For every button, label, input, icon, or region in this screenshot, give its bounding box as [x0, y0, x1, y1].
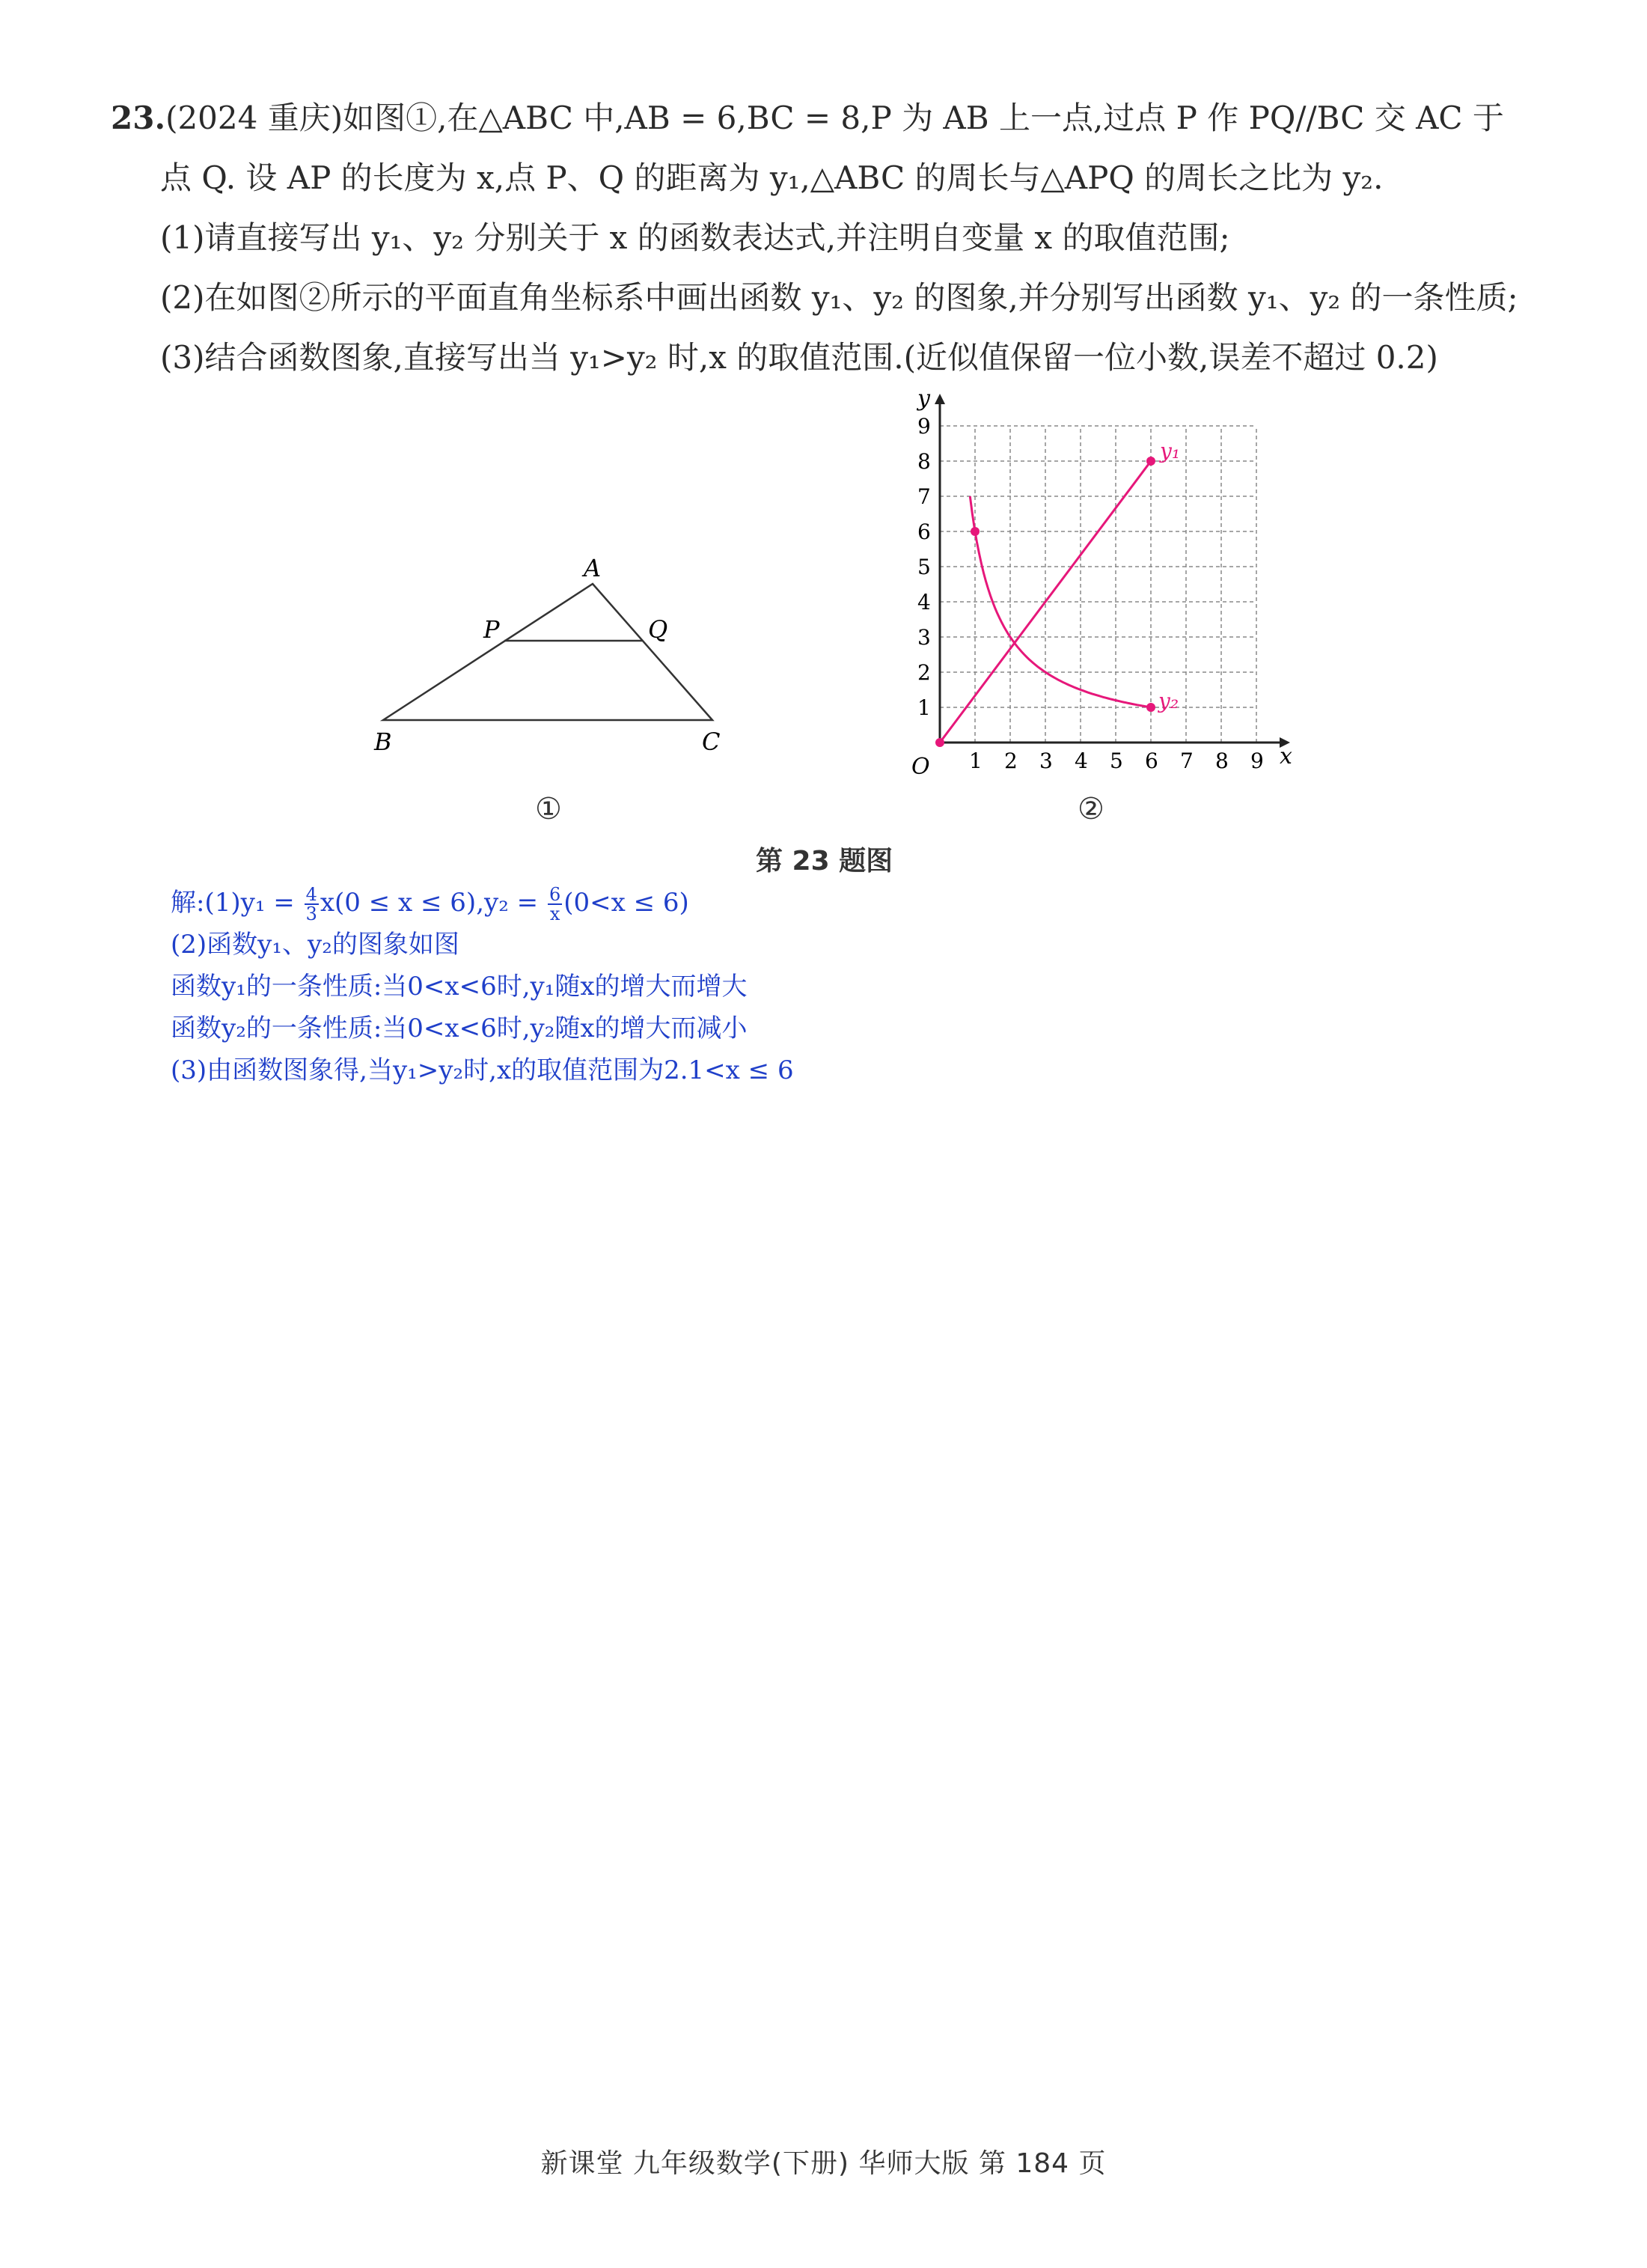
label-p: P [483, 615, 500, 644]
y-tick-label: 3 [917, 625, 931, 650]
x-tick-label: 8 [1215, 749, 1229, 773]
figure2-label: ② [1078, 792, 1104, 826]
problem-line-2: 点 Q. 设 AP 的长度为 x,点 P、Q 的距离为 y₁,△ABC 的周长与△APQ 的周长之比为 y₂. [160, 159, 1384, 196]
fraction-6-x: $\frac{6}{x}$ [549, 884, 561, 924]
x-tick-labels [969, 749, 1264, 773]
label-a: A [584, 554, 602, 582]
data-point [1146, 703, 1155, 712]
solution-line-2: (2)函数y₁、y₂的图象如图 [171, 930, 459, 960]
y-axis-label: y [917, 385, 930, 412]
solution-text [171, 882, 1293, 1091]
problem-part-3: (3)结合函数图象,直接写出当 y₁>y₂ 时,x 的取值范围.(近似值保留一位小数,误差不超过 0.2) [160, 339, 1438, 376]
data-point [935, 738, 944, 747]
y-tick-labels [917, 414, 931, 720]
label-c: C [702, 728, 721, 756]
figure-caption: 第 23 题图 [756, 846, 893, 877]
y-tick-label: 5 [917, 555, 931, 579]
series-y1-label: y₁ [1160, 439, 1181, 463]
x-tick-label: 7 [1180, 749, 1194, 773]
solution-line-4: 函数y₂的一条性质:当0<x<6时,y₂随x的增大而减小 [171, 1013, 748, 1043]
fraction-4-3: $\frac{4}{3}$ [305, 884, 317, 924]
x-tick-label: 1 [969, 749, 983, 773]
problem-number: 23. [111, 100, 166, 136]
y-axis-arrow-icon [935, 394, 945, 404]
origin-label: O [911, 754, 930, 780]
problem-line-1: 23.(2024 重庆)如图①,在△ABC 中,AB = 6,BC = 8,P 为 AB 上一点,过点 P 作 PQ//BC 交 AC 于 [111, 100, 1504, 136]
problem-text [111, 88, 1533, 388]
series-y2-label: y₂ [1158, 689, 1179, 713]
x-tick-label: 4 [1075, 749, 1088, 773]
triangle-abc [383, 584, 712, 720]
label-b: B [374, 728, 392, 756]
x-tick-label: 5 [1110, 749, 1123, 773]
y-tick-label: 6 [917, 519, 931, 544]
y-tick-label: 4 [917, 590, 931, 615]
y-tick-label: 2 [917, 660, 931, 685]
problem-part-2: (2)在如图②所示的平面直角坐标系中画出函数 y₁、y₂ 的图象,并分别写出函数 y₁、y₂ 的一条性质; [160, 279, 1518, 316]
figure1-label: ① [535, 792, 562, 826]
y-tick-label: 8 [917, 449, 931, 474]
x-tick-label: 3 [1039, 749, 1053, 773]
label-q: Q [648, 615, 668, 644]
page-footer: 新课堂 九年级数学(下册) 华师大版 第 184 页 [540, 2148, 1107, 2179]
problem-part-1: (1)请直接写出 y₁、y₂ 分别关于 x 的函数表达式,并注明自变量 x 的取值范围; [160, 219, 1230, 256]
data-point [971, 527, 980, 536]
y-tick-label: 7 [917, 484, 931, 509]
x-tick-label: 2 [1004, 749, 1018, 773]
solution-line-5: (3)由函数图象得,当y₁>y₂时,x的取值范围为2.1<x ≤ 6 [171, 1055, 794, 1085]
y-tick-label: 1 [917, 695, 931, 720]
solution-line-1: 解:(1)y₁ = $\frac{4}{3}$ x(0 ≤ x ≤ 6),y₂ = $\frac{6}{x}$ (0<x ≤ 6) [171, 884, 689, 924]
y-tick-label: 9 [917, 414, 931, 439]
solution-line-3: 函数y₁的一条性质:当0<x<6时,y₁随x的增大而增大 [171, 972, 748, 1002]
x-tick-label: 6 [1145, 749, 1158, 773]
x-tick-label: 9 [1250, 749, 1264, 773]
x-axis-label: x [1280, 743, 1292, 769]
function-graph [895, 380, 1299, 837]
data-point [1146, 457, 1155, 466]
